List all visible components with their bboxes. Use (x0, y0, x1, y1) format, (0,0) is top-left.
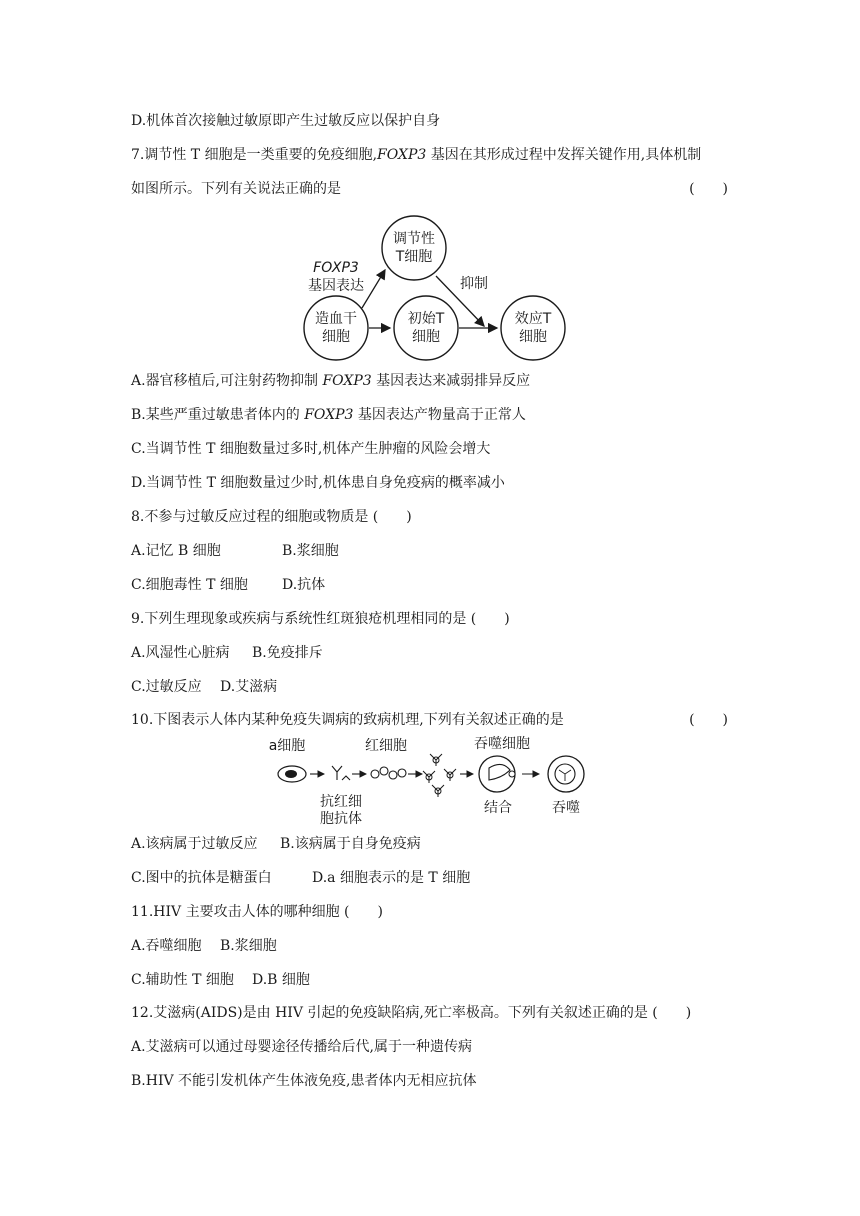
node-right-label-1: 效应T (514, 311, 552, 327)
q9-option-a: A.风湿性心脏病 (131, 645, 230, 661)
q8-option-c: C.细胞毒性 T 细胞 (131, 577, 248, 593)
label-bind: 结合 (484, 800, 512, 816)
node-effector-t-cell (501, 296, 565, 360)
node-top-label-1: 调节性 (393, 231, 435, 247)
antibody-icon (332, 766, 350, 780)
label-a-cell: a细胞 (268, 738, 306, 754)
a-cell-nucleus (285, 770, 297, 778)
immune-complex-icon (423, 754, 456, 797)
q9-stem: 9.下列生理现象或疾病与系统性红斑狼疮机理相同的是 ( ) (131, 611, 510, 627)
label-engulf: 吞噬 (552, 800, 580, 816)
q10-option-d: D.a 细胞表示的是 T 细胞 (312, 870, 471, 886)
q9-option-d: D.艾滋病 (220, 679, 278, 695)
label-gene-expression: 基因表达 (308, 278, 364, 294)
q7-stem-line2: 如图所示。下列有关说法正确的是 (131, 181, 341, 197)
q10-diagram (266, 732, 600, 827)
bound-rbc (509, 771, 515, 777)
node-hematopoietic-stem-cell (304, 296, 368, 360)
q7-option-b: B.某些严重过敏患者体内的 FOXP3 基因表达产物量高于正常人 (131, 407, 526, 423)
node-right-label-2: 细胞 (519, 329, 547, 345)
q12-option-b: B.HIV 不能引发机体产生体液免疫,患者体内无相应抗体 (131, 1073, 477, 1089)
q10-option-c: C.图中的抗体是糖蛋白 (131, 870, 272, 886)
q10-answer-paren: ( ) (689, 712, 728, 728)
node-naive-t-cell (394, 296, 458, 360)
q11-option-a: A.吞噬细胞 (131, 938, 202, 954)
node-left-label-2: 细胞 (322, 329, 350, 345)
q7-answer-paren: ( ) (689, 181, 728, 197)
q10-stem: 10.下图表示人体内某种免疫失调病的致病机理,下列有关叙述正确的是 (131, 712, 564, 728)
label-foxp3-gene: FOXP3 (313, 260, 359, 276)
q7-diagram (290, 210, 580, 365)
label-antibody-2: 胞抗体 (320, 811, 362, 827)
node-left-label-1: 造血干 (315, 311, 357, 327)
q7-option-c: C.当调节性 T 细胞数量过多时,机体产生肿瘤的风险会增大 (131, 441, 491, 457)
q9-option-c: C.过敏反应 (131, 679, 202, 695)
q8-option-d: D.抗体 (282, 577, 326, 593)
label-phagocyte: 吞噬细胞 (474, 736, 530, 752)
q9-option-b: B.免疫排斥 (252, 645, 323, 661)
q6-option-d: D.机体首次接触过敏原即产生过敏反应以保护自身 (131, 113, 441, 129)
node-mid-label-1: 初始T (407, 311, 445, 327)
q7-option-a: A.器官移植后,可注射药物抑制 FOXP3 基因表达来减弱排异反应 (131, 373, 531, 389)
q8-option-b: B.浆细胞 (282, 543, 339, 559)
q10-option-b: B.该病属于自身免疫病 (280, 836, 421, 852)
label-inhibit: 抑制 (460, 276, 488, 292)
red-blood-cell-icon (371, 767, 406, 779)
q11-stem: 11.HIV 主要攻击人体的哪种细胞 ( ) (131, 904, 383, 920)
q11-option-d: D.B 细胞 (252, 972, 310, 988)
q8-option-a: A.记忆 B 细胞 (131, 543, 221, 559)
q11-option-c: C.辅助性 T 细胞 (131, 972, 234, 988)
arrow-stem-to-regulatory (362, 270, 385, 308)
q12-option-a: A.艾滋病可以通过母婴途径传播给后代,属于一种遗传病 (131, 1039, 473, 1055)
q7-option-d: D.当调节性 T 细胞数量过少时,机体患自身免疫病的概率减小 (131, 475, 505, 491)
q11-option-b: B.浆细胞 (220, 938, 277, 954)
q8-stem: 8.不参与过敏反应过程的细胞或物质是 ( ) (131, 509, 412, 525)
node-mid-label-2: 细胞 (412, 329, 440, 345)
node-top-label-2: T细胞 (395, 249, 433, 265)
node-regulatory-t-cell (382, 216, 446, 280)
label-red-blood-cell: 红细胞 (365, 738, 407, 754)
q10-option-a: A.该病属于过敏反应 (131, 836, 258, 852)
q7-stem-line1: 7.调节性 T 细胞是一类重要的免疫细胞,FOXP3 基因在其形成过程中发挥关键作用,具体机制 (131, 147, 702, 163)
label-antibody-1: 抗红细 (320, 794, 362, 810)
q12-stem: 12.艾滋病(AIDS)是由 HIV 引起的免疫缺陷病,死亡率极高。下列有关叙述正确的是 ( ) (131, 1005, 692, 1021)
